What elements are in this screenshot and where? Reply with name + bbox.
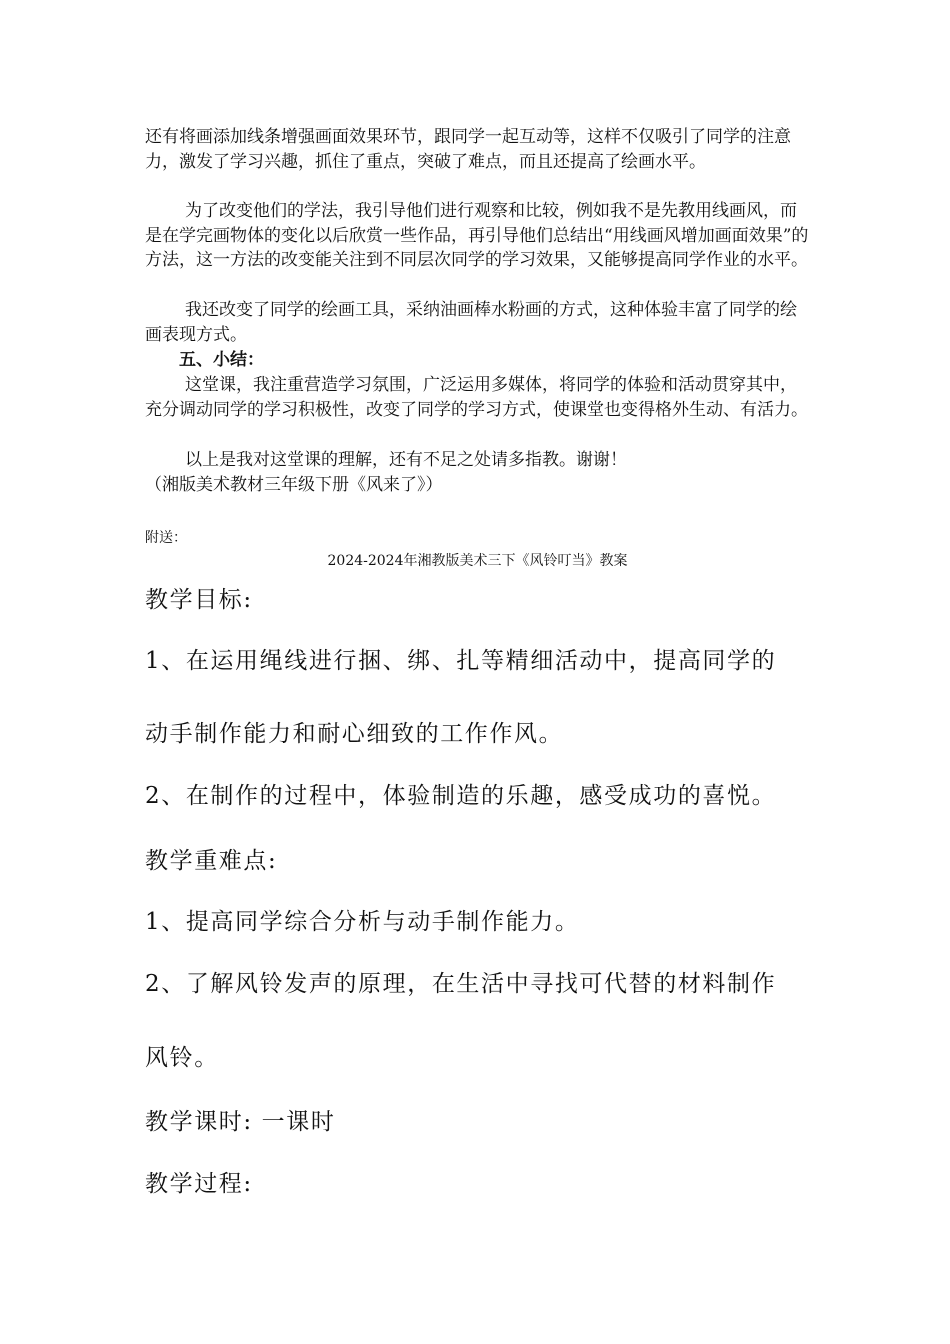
paragraph-summary: 这堂课，我注重营造学习氛围，广泛运用多媒体，将同学的体验和活动贯穿其中，充分调动同学的学习积极性，改变了同学的学习方式，使课堂也变得格外生动、有活力。 (145, 375, 808, 420)
textbook-reference: （湘版美术教材三年级下册《风来了》） (145, 475, 443, 495)
lesson-plan-title: 2024-2024年湘教版美术三下《风铃叮当》教案 (327, 553, 628, 569)
paragraph-drawing-tools: 我还改变了同学的绘画工具，采纳油画棒水粉画的方式，这种体验丰富了同学的绘画表现方式。 (145, 300, 797, 345)
teaching-process-heading: 教学过程: (145, 1171, 253, 1197)
key-point-2-line-2: 风铃。 (145, 1045, 219, 1071)
goal-1-line-2: 动手制作能力和耐心细致的工作作风。 (145, 721, 564, 747)
section-heading-summary: 五、小结： (179, 350, 264, 370)
teaching-goal-heading: 教学目标: (145, 587, 253, 613)
key-difficulty-heading: 教学重难点: (145, 848, 278, 874)
paragraph-drawing-lines: 还有将画添加线条增强画面效果环节，跟同学一起互动等，这样不仅吸引了同学的注意力，激发了学习兴趣，抓住了重点，突破了难点，而且还提高了绘画水平。 (145, 127, 791, 172)
paragraph-thanks: 以上是我对这堂课的理解，还有不足之处请多指教。谢谢！ (185, 450, 627, 470)
key-point-2-line-1: 2、了解风铃发声的原理，在生活中寻找可代替的材料制作 (145, 971, 777, 997)
paragraph-study-method: 为了改变他们的学法，我引导他们进行观察和比较，例如我不是先教用线画风，而是在学完画物体的变化以后欣赏一些作品，再引导他们总结出“用线画风增加画面效果”的方法，这一方法的改变能关注到不同层次同学的学习效果，又能够提高同学作业的水平。 (145, 201, 809, 270)
teaching-period: 教学课时: 一课时 (145, 1109, 336, 1135)
goal-1-line-1: 1、在运用绳线进行捆、绑、扎等精细活动中，提高同学的 (145, 648, 777, 674)
key-point-1: 1、提高同学综合分析与动手制作能力。 (145, 909, 580, 935)
appendix-label: 附送： (145, 530, 187, 546)
goal-2: 2、在制作的过程中，体验制造的乐趣，感受成功的喜悦。 (145, 783, 777, 809)
